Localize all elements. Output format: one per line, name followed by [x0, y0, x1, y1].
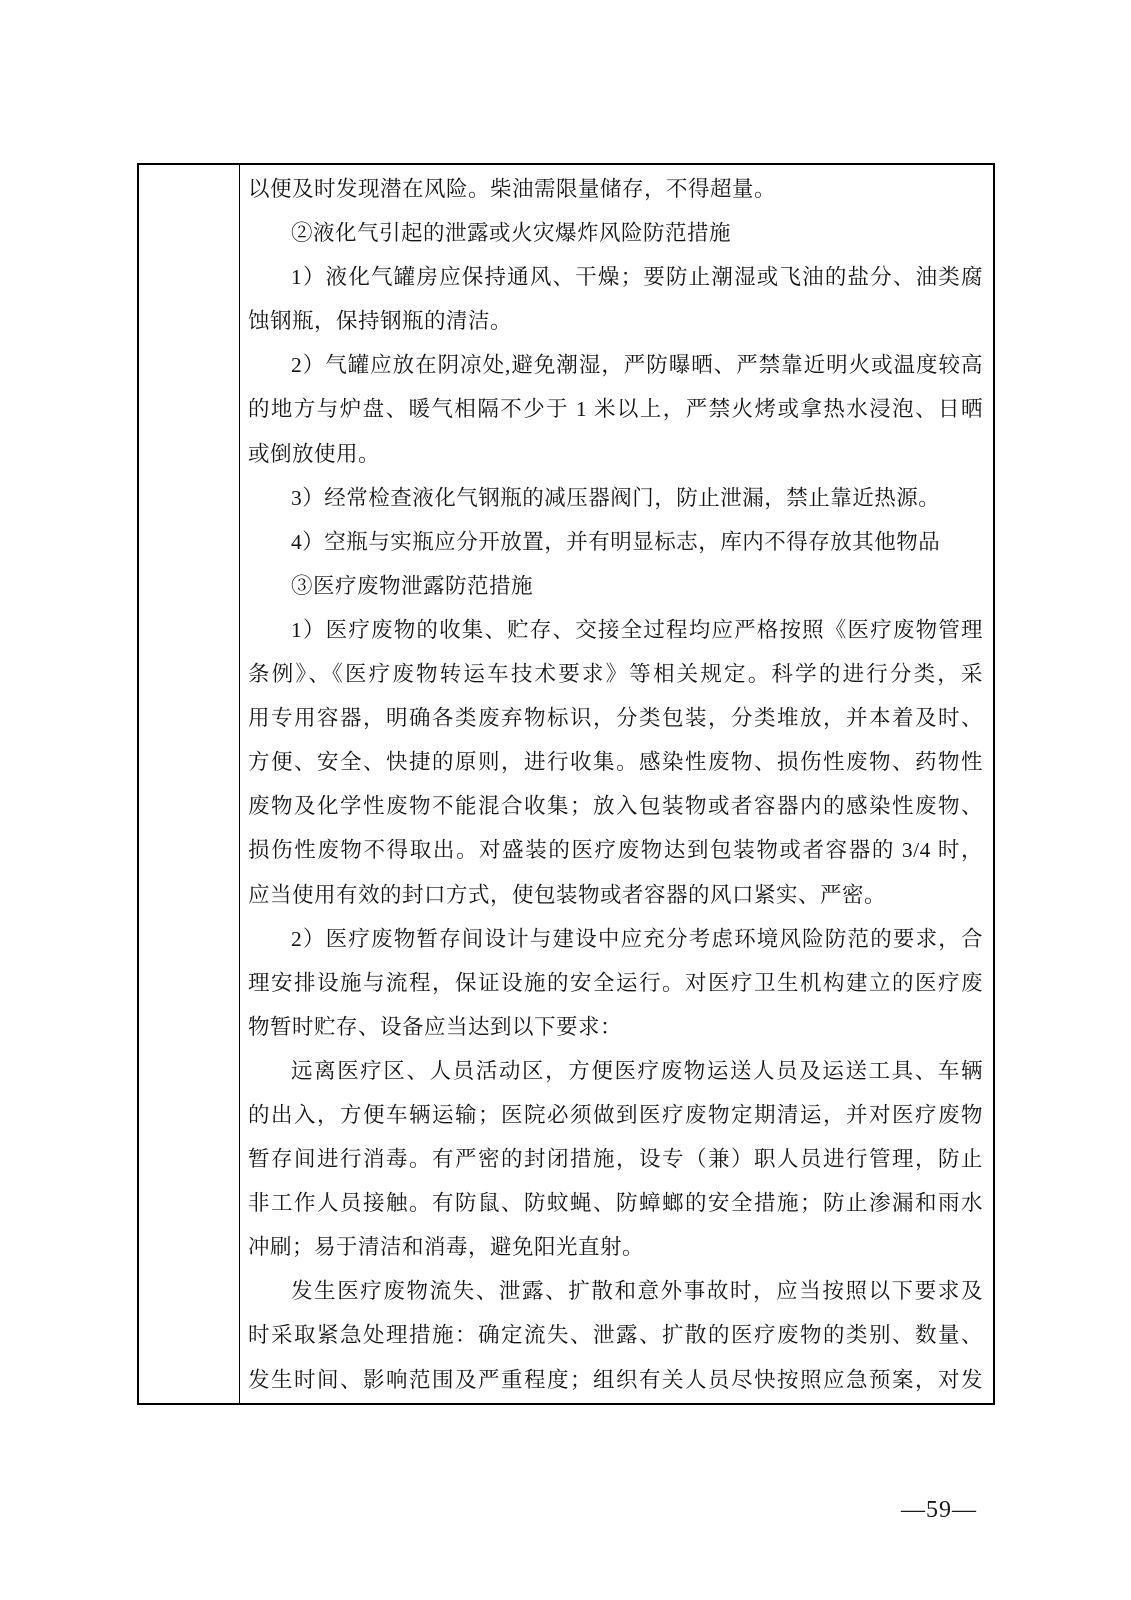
text-line: 方便、安全、快捷的原则，进行收集。感染性废物、损伤性废物、药物性 [248, 750, 983, 775]
text-line: 条例》、《医疗废物转运车技术要求》等相关规定。科学的进行分类，采 [248, 662, 983, 687]
text-line: 应当使用有效的封口方式，使包装物或者容器的风口紧实、严密。 [248, 882, 887, 907]
risk-measures-table [137, 163, 995, 1405]
text-line: 蚀钢瓶，保持钢瓶的清洁。 [248, 309, 513, 334]
text-line: 用专用容器，明确各类废弃物标识，分类包装，分类堆放，并本着及时、 [248, 706, 983, 731]
text-line: 的出入，方便车辆运输；医院必须做到医疗废物定期清运，并对医疗废物 [248, 1102, 983, 1127]
text-line: ②液化气引起的泄露或火灾爆炸风险防范措施 [291, 221, 732, 246]
text-line: 1）医疗废物的收集、贮存、交接全过程均应严格按照《医疗废物管理 [291, 617, 983, 642]
text-line: 暂存间进行消毒。有严密的封闭措施，设专（兼）职人员进行管理，防止 [248, 1147, 983, 1172]
text-line: 发生医疗废物流失、泄露、扩散和意外事故时，应当按照以下要求及 [291, 1279, 983, 1304]
text-line: 1）液化气罐房应保持通风、干燥；要防止潮湿或飞油的盐分、油类腐 [291, 265, 983, 290]
text-line: 废物及化学性废物不能混合收集；放入包装物或者容器内的感染性废物、 [248, 794, 983, 819]
table-row-label-cell [139, 165, 240, 1403]
text-line: ③医疗废物泄露防范措施 [291, 573, 534, 598]
text-line: 冲刷；易于清洁和消毒，避免阳光直射。 [248, 1235, 645, 1260]
text-line: 发生时间、影响范围及严重程度；组织有关人员尽快按照应急预案，对发 [248, 1367, 983, 1392]
text-line: 物暂时贮存、设备应当达到以下要求： [248, 1014, 623, 1039]
text-line: 远离医疗区、人员活动区，方便医疗废物运送人员及运送工具、车辆 [291, 1058, 983, 1083]
page-number: —59— [901, 1497, 977, 1523]
text-line: 理安排设施与流程，保证设施的安全运行。对医疗卫生机构建立的医疗废 [248, 970, 983, 995]
text-line: 3）经常检查液化气钢瓶的减压器阀门，防止泄漏，禁止靠近热源。 [291, 485, 941, 510]
text-line: 损伤性废物不得取出。对盛装的医疗废物达到包装物或者容器的 3/4 时， [248, 838, 983, 863]
text-line: 4）空瓶与实瓶应分开放置，并有明显标志，库内不得存放其他物品 [291, 529, 941, 554]
text-line: 以便及时发现潜在风险。柴油需限量储存，不得超量。 [248, 177, 777, 201]
text-line: 非工作人员接触。有防鼠、防蚊蝇、防蟑螂的安全措施；防止渗漏和雨水 [248, 1191, 983, 1216]
text-line: 或倒放使用。 [248, 441, 381, 466]
table-content-cell [240, 165, 993, 1403]
text-line: 时采取紧急处理措施：确定流失、泄露、扩散的医疗废物的类别、数量、 [248, 1323, 983, 1348]
text-line: 2）气罐应放在阴凉处,避免潮湿，严防曝晒、严禁靠近明火或温度较高 [291, 353, 983, 378]
text-line: 2）医疗废物暂存间设计与建设中应充分考虑环境风险防范的要求，合 [291, 926, 983, 951]
text-line: 的地方与炉盘、暖气相隔不少于 1 米以上，严禁火烤或拿热水浸泡、日晒 [248, 397, 983, 422]
